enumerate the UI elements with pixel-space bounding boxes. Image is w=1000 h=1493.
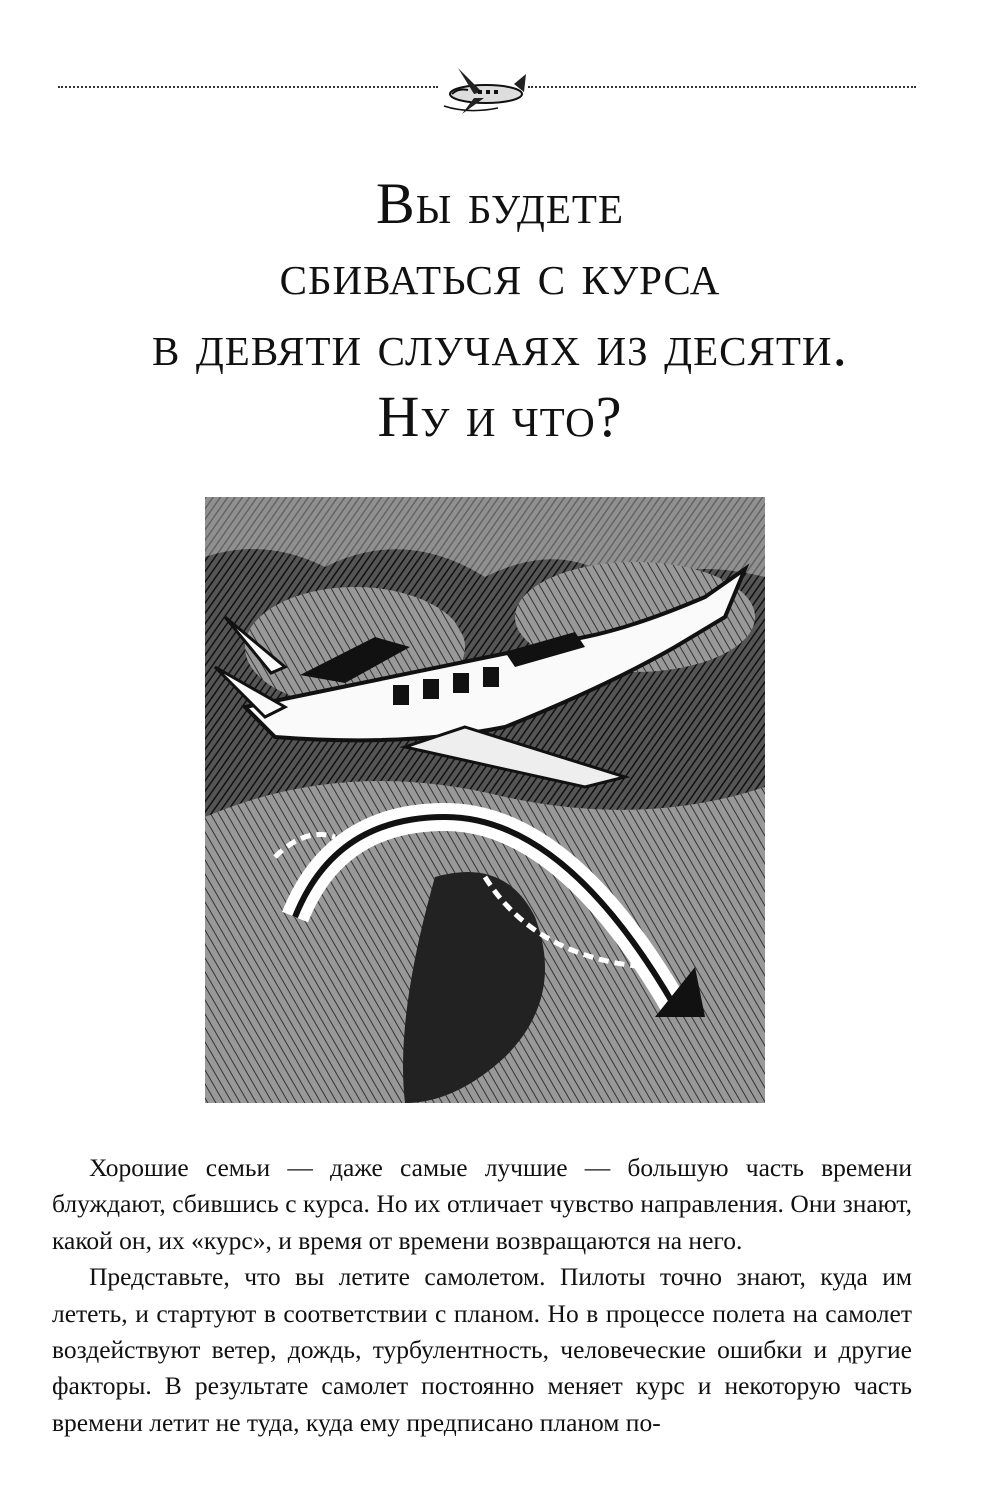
body-text bbox=[52, 1150, 912, 1441]
chapter-title-line-2: сбиваться с курса bbox=[279, 242, 721, 307]
chapter-title-line-4: Ну и что? bbox=[377, 384, 623, 449]
airplane-flight-path-illustration bbox=[205, 497, 765, 1103]
header-dotted-rule-left bbox=[58, 86, 438, 88]
chapter-title-line-3: в девяти случаях из десяти. bbox=[151, 313, 849, 378]
body-paragraph-1: Хорошие семьи — даже самые лучшие — большую часть времени блуждают, сбившись с курса. Но их отличает чувство направления. Они знают, какой он, их «курс», и время от времени возвращаются на него. bbox=[52, 1153, 912, 1255]
chapter-title-line-1: Вы будете bbox=[375, 171, 625, 236]
chapter-title bbox=[40, 168, 960, 452]
header-dotted-rule-right bbox=[528, 86, 916, 88]
airplane-icon bbox=[438, 58, 528, 118]
body-paragraph-2: Представьте, что вы летите самолетом. Пилоты точно знают, куда им лететь, и стартуют в соответствии с планом. Но в процессе полета на самолет воздействуют ветер, дождь, турбулентность, человеческие ошибки и другие факторы. В результате самолет постоянно меняет курс и некоторую часть времени летит не туда, куда ему предписано планом по- bbox=[52, 1262, 912, 1437]
